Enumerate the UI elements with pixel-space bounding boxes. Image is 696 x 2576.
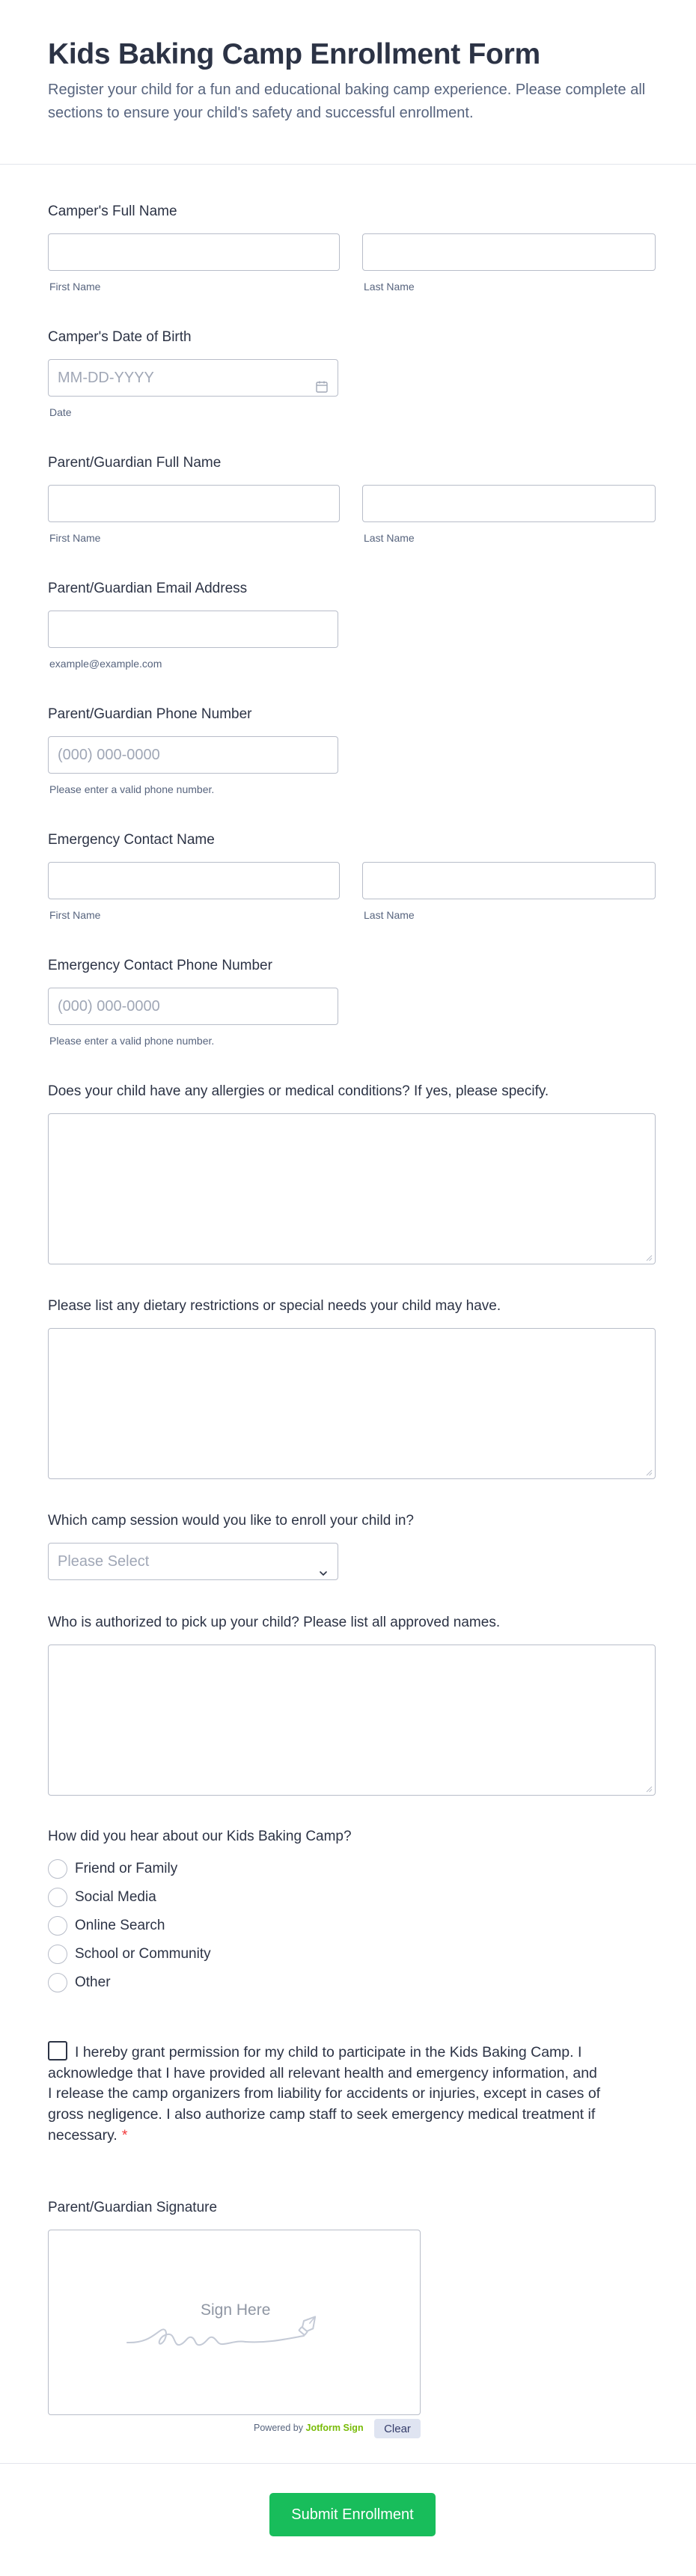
powered-by-prefix: Powered by xyxy=(254,2423,304,2433)
parent-phone-label: Parent/Guardian Phone Number xyxy=(48,706,252,722)
resize-grip-icon[interactable] xyxy=(645,1785,653,1793)
radio-button[interactable] xyxy=(48,1945,67,1964)
dietary-label: Please list any dietary restrictions or special needs your child may have. xyxy=(48,1298,501,1314)
signature-pad[interactable] xyxy=(48,2230,421,2415)
radio-button[interactable] xyxy=(48,1888,67,1907)
consent-checkbox-row[interactable] xyxy=(48,2041,602,2146)
referral-option-label: Other xyxy=(75,1974,111,1990)
camper-first-name-sublabel: First Name xyxy=(49,281,101,293)
parent-first-name-input[interactable] xyxy=(48,485,340,522)
parent-first-name-sublabel: First Name xyxy=(49,532,101,544)
emergency-phone-question xyxy=(48,957,654,976)
referral-option[interactable] xyxy=(48,1972,111,1993)
camper-last-name-sublabel: Last Name xyxy=(364,281,415,293)
allergies-textarea[interactable] xyxy=(48,1113,656,1264)
signature-question xyxy=(48,2199,654,2218)
allergies-question xyxy=(48,1083,654,1101)
referral-option[interactable] xyxy=(48,1915,165,1936)
camper-name-question xyxy=(48,203,654,221)
session-question xyxy=(48,1512,654,1531)
parent-email-sublabel: example@example.com xyxy=(49,658,162,670)
emergency-phone-sublabel: Please enter a valid phone number. xyxy=(49,1035,215,1047)
parent-name-question xyxy=(48,454,654,473)
camper-last-name-input[interactable] xyxy=(362,233,656,271)
header-divider xyxy=(0,164,696,165)
dietary-textarea[interactable] xyxy=(48,1328,656,1479)
parent-email-question xyxy=(48,580,654,599)
parent-phone-question xyxy=(48,706,654,724)
parent-name-label: Parent/Guardian Full Name xyxy=(48,455,222,471)
resize-grip-icon[interactable] xyxy=(645,1254,653,1261)
radio-button[interactable] xyxy=(48,1973,67,1992)
emergency-name-question xyxy=(48,831,654,850)
clear-signature-button[interactable]: Clear xyxy=(374,2419,421,2438)
parent-email-input[interactable] xyxy=(48,611,338,648)
footer-divider xyxy=(0,2463,696,2464)
emergency-last-name-input[interactable] xyxy=(362,862,656,899)
parent-phone-sublabel: Please enter a valid phone number. xyxy=(49,783,215,795)
pickup-question xyxy=(48,1614,654,1633)
parent-last-name-input[interactable] xyxy=(362,485,656,522)
emergency-phone-placeholder: (000) 000-0000 xyxy=(58,998,160,1015)
camper-dob-question xyxy=(48,328,654,347)
required-asterisk: * xyxy=(121,2126,128,2144)
camper-dob-input[interactable] xyxy=(48,359,338,397)
camper-dob-sublabel: Date xyxy=(49,406,72,418)
session-select-placeholder: Please Select xyxy=(58,1553,150,1570)
session-label: Which camp session would you like to enroll your child in? xyxy=(48,1513,414,1529)
referral-question xyxy=(48,1828,654,1847)
referral-option[interactable] xyxy=(48,1944,211,1965)
parent-last-name-sublabel: Last Name xyxy=(364,532,415,544)
signature-label: Parent/Guardian Signature xyxy=(48,2200,218,2215)
emergency-first-name-input[interactable] xyxy=(48,862,340,899)
emergency-first-name-sublabel: First Name xyxy=(49,909,101,921)
emergency-phone-label: Emergency Contact Phone Number xyxy=(48,958,272,973)
calendar-icon[interactable] xyxy=(315,371,329,407)
chevron-down-icon xyxy=(318,1556,329,1592)
parent-email-label: Parent/Guardian Email Address xyxy=(48,581,248,596)
submit-button[interactable]: Submit Enrollment xyxy=(269,2493,436,2536)
consent-checkbox[interactable] xyxy=(48,2041,67,2061)
referral-label: How did you hear about our Kids Baking Camp? xyxy=(48,1829,352,1844)
referral-option-label: School or Community xyxy=(75,1946,211,1962)
powered-by-brand: Jotform Sign xyxy=(305,2423,364,2433)
allergies-label: Does your child have any allergies or medical conditions? If yes, please specify. xyxy=(48,1083,549,1099)
camper-dob-placeholder: MM-DD-YYYY xyxy=(58,370,154,386)
camper-first-name-input[interactable] xyxy=(48,233,340,271)
referral-option[interactable] xyxy=(48,1858,177,1879)
signature-placeholder: Sign Here xyxy=(201,2301,271,2319)
pickup-label: Who is authorized to pick up your child? Please list all approved names. xyxy=(48,1615,501,1630)
referral-option-label: Friend or Family xyxy=(75,1861,178,1876)
emergency-name-label: Emergency Contact Name xyxy=(48,832,215,848)
consent-text: I hereby grant permission for my child to participate in the Kids Baking Camp. I acknowledge that I have provided all relevant health and emergency information, and I release the camp organizers from liability for accidents or injuries, except in cases of gross negligence. I also authorize camp staff to seek emergency medical treatment if necessary. xyxy=(48,2044,601,2144)
powered-by xyxy=(254,2423,364,2433)
referral-option-label: Online Search xyxy=(75,1918,165,1933)
camper-dob-label: Camper's Date of Birth xyxy=(48,329,192,345)
form-title: Kids Baking Camp Enrollment Form xyxy=(48,38,540,70)
emergency-last-name-sublabel: Last Name xyxy=(364,909,415,921)
parent-phone-input[interactable] xyxy=(48,736,338,774)
camper-name-label: Camper's Full Name xyxy=(48,204,177,219)
resize-grip-icon[interactable] xyxy=(645,1469,653,1476)
parent-phone-placeholder: (000) 000-0000 xyxy=(58,747,160,763)
form-description: Register your child for a fun and educational baking camp experience. Please complete all sections to ensure your child's safety and successful enrollment. xyxy=(48,81,646,121)
dietary-question xyxy=(48,1297,654,1316)
form-header xyxy=(48,37,647,125)
radio-button[interactable] xyxy=(48,1916,67,1936)
referral-option-label: Social Media xyxy=(75,1889,156,1905)
emergency-phone-input[interactable] xyxy=(48,988,338,1025)
pickup-textarea[interactable] xyxy=(48,1645,656,1796)
radio-button[interactable] xyxy=(48,1859,67,1879)
session-select[interactable] xyxy=(48,1543,338,1580)
referral-option[interactable] xyxy=(48,1887,156,1908)
